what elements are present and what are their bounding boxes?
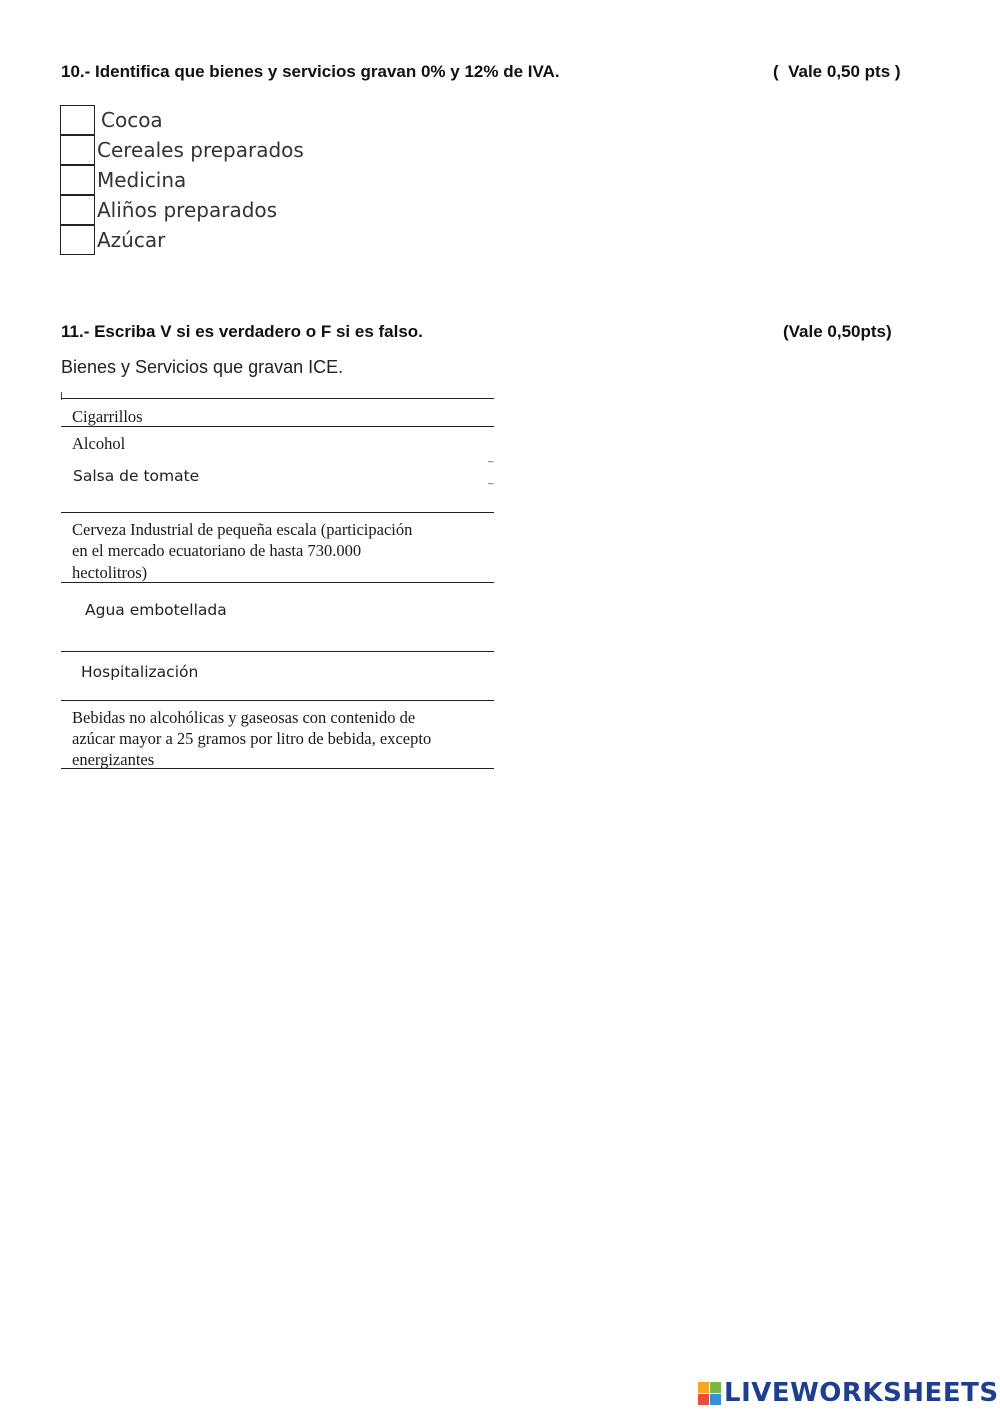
row-text: Cerveza Industrial de pequeña escala (participación bbox=[72, 520, 413, 539]
item-label: Medicina bbox=[97, 168, 187, 192]
table-row[interactable] bbox=[61, 652, 494, 700]
question-10-title: 10.- Identifica que bienes y servicios gravan 0% y 12% de IVA. bbox=[61, 62, 560, 81]
answer-checkbox-azucar[interactable] bbox=[60, 225, 95, 255]
dash-mark: _ bbox=[488, 474, 494, 485]
item-label: Cocoa bbox=[101, 108, 163, 132]
answer-checkbox-cocoa[interactable] bbox=[60, 105, 95, 135]
row-text: Bebidas no alcohólicas y gaseosas con contenido de bbox=[72, 708, 416, 727]
table-row[interactable] bbox=[61, 512, 494, 582]
row-text: Cigarrillos bbox=[72, 407, 143, 426]
logo-square bbox=[710, 1382, 721, 1393]
row-text: en el mercado ecuatoriano de hasta 730.000 bbox=[72, 541, 362, 560]
row-text: Alcohol bbox=[72, 434, 126, 453]
dash-mark: _ bbox=[488, 452, 494, 463]
table-row[interactable] bbox=[61, 426, 494, 456]
table-row[interactable] bbox=[61, 452, 494, 512]
row-text: Agua embotellada bbox=[85, 601, 227, 619]
question-11-points: (Vale 0,50pts) bbox=[783, 322, 892, 341]
answer-checkbox-alinos[interactable] bbox=[60, 195, 95, 225]
question-10-points: ( Vale 0,50 pts ) bbox=[773, 62, 901, 81]
table-row[interactable] bbox=[61, 398, 494, 427]
logo-square bbox=[698, 1382, 709, 1393]
logo-grid-icon bbox=[698, 1382, 721, 1405]
row-text: Hospitalización bbox=[81, 663, 199, 681]
row-text: azúcar mayor a 25 gramos por litro de bebida, excepto bbox=[72, 729, 432, 748]
question-11-title: 11.- Escriba V si es verdadero o F si es falso. bbox=[61, 322, 423, 341]
row-text: Salsa de tomate bbox=[73, 467, 200, 485]
table-row[interactable] bbox=[61, 700, 494, 769]
question-11-subtitle: Bienes y Servicios que gravan ICE. bbox=[61, 357, 344, 377]
item-label: Cereales preparados bbox=[97, 138, 304, 162]
logo-square bbox=[698, 1394, 709, 1405]
logo-text: LIVEWORKSHEETS bbox=[724, 1378, 999, 1408]
answer-checkbox-medicina[interactable] bbox=[60, 165, 95, 195]
table-row[interactable] bbox=[61, 582, 494, 652]
item-label: Aliños preparados bbox=[97, 198, 278, 222]
item-label: Azúcar bbox=[97, 228, 166, 252]
liveworksheets-logo bbox=[698, 1378, 999, 1408]
row-text: energizantes bbox=[72, 750, 155, 769]
row-text: hectolitros) bbox=[72, 563, 148, 582]
answer-checkbox-cereales[interactable] bbox=[60, 135, 95, 165]
logo-square bbox=[710, 1394, 721, 1405]
